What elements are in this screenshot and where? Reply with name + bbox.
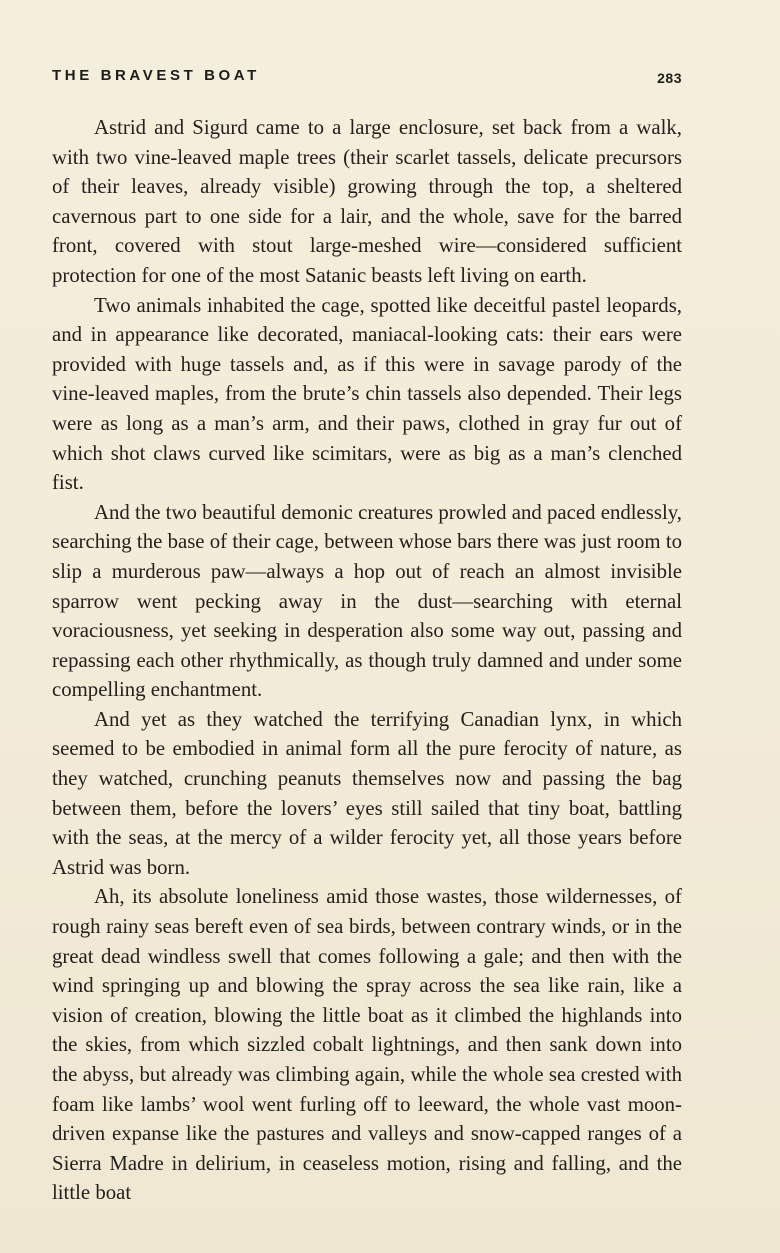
running-head (52, 64, 682, 88)
page-number: 283 (657, 70, 682, 86)
paragraph: Astrid and Sigurd came to a large enclosure, set back from a walk, with two vine-leaved maple trees (their scarlet tassels, delicate precursors of their leaves, already visible) growing through the top, a sheltered cavernous part to one side for a lair, and the whole, save for the barred front, covered with stout large-meshed wire—considered sufficient protection for one of the most Satanic beasts left living on earth. (52, 116, 682, 287)
paragraph: And yet as they watched the terrifying Canadian lynx, in which seemed to be embodied in animal form all the pure ferocity of nature, as they watched, crunching peanuts themselves now and passing the bag between them, before the lovers’ eyes still sailed that tiny boat, battling with the seas, at the mercy of a wilder ferocity yet, all those years before Astrid was born. (52, 707, 682, 879)
paragraph: And the two beautiful demonic creatures prowled and paced endlessly, searching the base of their cage, between whose bars there was just room to slip a murderous paw—always a hop out of reach an almost invisible sparrow went pecking away in the dust—searching with eternal voraciousness, yet seeking in desperation also some way out, passing and repassing each other rhythmically, as though truly damned and under some compelling enchantment. (52, 500, 682, 702)
paragraph: Ah, its absolute loneliness amid those wastes, those wildernesses, of rough rainy seas bereft even of sea birds, between contrary winds, or in the great dead windless swell that comes following a gale; and then with the wind springing up and blowing the spray across the sea like rain, like a vision of creation, blowing the little boat as it climbed the highlands into the skies, from which sizzled cobalt lightnings, and then sank down into the abyss, but already was climbing again, while the whole sea crested with foam like lambs’ wool went furling off to leeward, the whole vast moon-driven expanse like the pastures and valleys and snow-capped ranges of a Sierra Madre in delirium, in ceaseless motion, rising and falling, and the little boat (52, 885, 682, 1205)
paragraph: Two animals inhabited the cage, spotted like deceitful pastel leopards, and in appearance like decorated, maniacal-looking cats: their ears were provided with huge tassels and, as if this were in savage parody of the vine-leaved maples, from the brute’s chin tassels also depended. Their legs were as long as a man’s arm, and their paws, clothed in gray fur out of which shot claws curved like scimitars, were as big as a man’s clenched fist. (52, 293, 682, 495)
running-title: THE BRAVEST BOAT (52, 67, 260, 84)
body-text (52, 113, 682, 1208)
